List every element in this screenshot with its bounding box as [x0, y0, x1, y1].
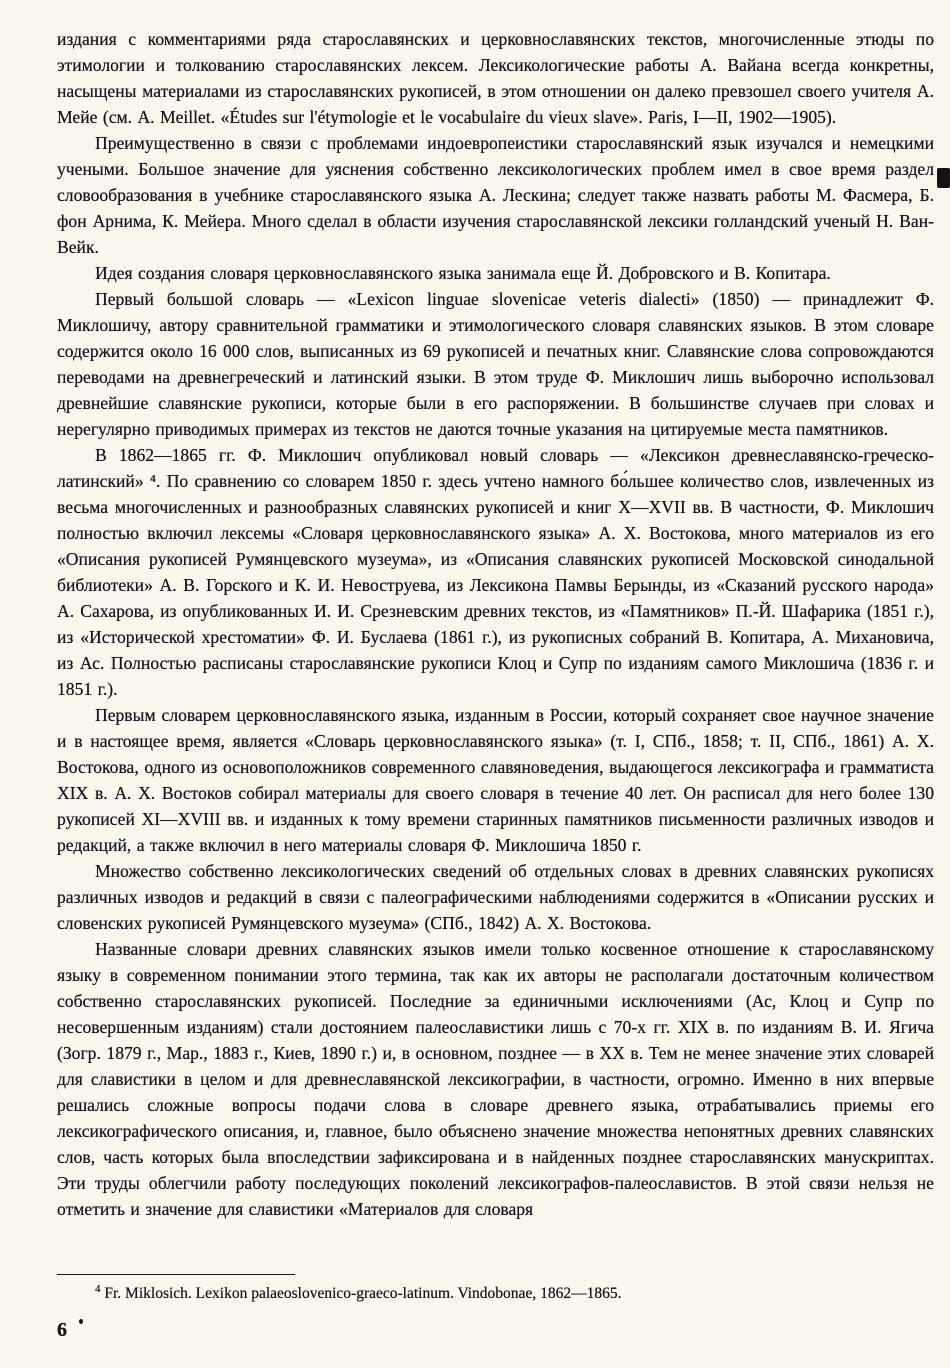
paragraph: В 1862—1865 гг. Ф. Миклошич опубликовал новый словарь — «Лексикон древнеславянско-греческо-латинский» ⁴. По сравнению со словарем 1850 г. здесь учтено намного бо́льшее количество слов, извлеченных из весьма многочисленных и разнообразных славянских рукописей и книг X—XVII вв. В частности, Ф. Миклошич полностью включил лексемы «Словаря церковнославянского языка» А. Х. Востокова, много материалов из его «Описания рукописей Румянцевского музеума», из «Описания славянских рукописей Московской синодальной библиотеки» А. В. Горского и К. И. Невоструева, из Лексикона Памвы Берынды, из «Сказаний русского народа» А. Сахарова, из опубликованных И. И. Срезневским древних текстов, из «Памятников» П.-Й. Шафарика (1851 г.), из «Исторической хрестоматии» Ф. И. Буслаева (1861 г.), из рукописных собраний В. Копитара, А. Михановича, из Ас. Полностью расписаны старославянские рукописи Клоц и Супр по изданиям самого Миклошича (1836 г. и 1851 г.).	[57, 445, 934, 699]
footnote-marker: 4	[95, 1282, 101, 1295]
paragraph: Идея создания словаря церковнославянского языка занимала еще Й. Добровского и В. Копитара.	[95, 263, 831, 283]
footnote-text: Fr. Miklosich. Lexikon palaeoslovenico-graeco-latinum. Vindobonae, 1862—1865.	[104, 1285, 622, 1302]
paragraph: Названные словари древних славянских языков имели только косвенное отношение к старославянскому языку в современном понимании этого термина, так как их авторы не располагали достаточным количеством собственно старославянских рукописей. Последние за единичными исключениями (Ас, Клоц и Супр по несовершенным изданиям) стали достоянием палеославистики лишь с 70-х гг. XIX в. по изданиям В. И. Ягича (Зогр. 1879 г., Мар., 1883 г., Киев, 1890 г.) и, в основном, позднее — в XX в. Тем не менее значение этих словарей для славистики в целом и для древнеславянской лексикографии, в частности, огромно. Именно в них впервые решались сложные вопросы подачи слова в словаре древнего языка, отрабатывались приемы его лексикографического описания, и, главное, было объяснено значение множества непонятных древних славянских слов, часть которых была впоследствии зафиксирована и в найденных позднее старославянских манускриптах. Эти труды облегчили работу последующих поколений лексикографов-палеославистов. В этой связи нельзя не отметить и значение для славистики «Материалов для словаря	[57, 939, 934, 1219]
footnote-area	[57, 1268, 934, 1305]
paragraph: издания с комментариями ряда старославянских и церковнославянских текстов, многочисленные этюды по этимологии и толкованию старославянских лексем. Лексикологические работы А. Вайана всегда конкретны, насыщены материалами из старославянских рукописей, в этом отношении он далеко превзошел своего учителя А. Мейе (см. A. Meillet. «Études sur l'étymologie et le vocabulaire du vieux slave». Paris, I—II, 1902—1905).	[57, 29, 934, 127]
paragraph: Первым словарем церковнославянского языка, изданным в России, который сохраняет свое научное значение и в настоящее время, является «Словарь церковнославянского языка» (т. I, СПб., 1858; т. II, СПб., 1861) А. Х. Востокова, одного из основоположников современного славяноведения, выдающегося лексикографа и грамматиста XIX в. А. Х. Востоков собирал материалы для своего словаря в течение 40 лет. Он расписал для него более 130 рукописей XI—XVIII вв. и изданных к тому времени старинных памятников письменности различных изводов и редакций, а также включил в него материалы словаря Ф. Миклошича 1850 г.	[57, 705, 934, 855]
footnote	[57, 1283, 934, 1305]
page-number: 6	[57, 1319, 67, 1341]
footnote-divider	[57, 1274, 295, 1275]
body-text	[57, 26, 934, 1222]
paragraph: Преимущественно в связи с проблемами индоевропеистики старославянский язык изучался и немецкими учеными. Большое значение для уяснения собственно лексикологических проблем имел в свое время раздел словообразования в учебнике старославянского языка А. Лескина; следует также назвать работы М. Фасмера, Б. фон Арнима, К. Мейера. Много сделал в области изучения старославянской лексики голландский ученый Н. Ван-Вейк.	[57, 133, 934, 257]
scan-artifact	[937, 168, 950, 188]
paragraph: Множество собственно лексикологических сведений об отдельных словах в древних славянских рукописях различных изводов и редакций в связи с палеографическими наблюдениями содержится в «Описании русских и словенских рукописей Румянцевского музеума» (СПб., 1842) А. Х. Востокова.	[57, 861, 934, 933]
scan-artifact	[79, 1319, 83, 1324]
paragraph: Первый большой словарь — «Lexicon linguae slovenicae veteris dialecti» (1850) — принадлежит Ф. Миклошичу, автору сравнительной грамматики и этимологического словаря славянских языков. В этом словаре содержится около 16 000 слов, выписанных из 69 рукописей и печатных книг. Славянские слова сопровождаются переводами на древнегреческий и латинский языки. В этом труде Ф. Миклошич лишь выборочно использовал древнейшие славянские рукописи, которые были в его распоряжении. В большинстве случаев при словах и нерегулярно приводимых примерах из текстов не даются точные указания на цитируемые места памятников.	[57, 289, 934, 439]
